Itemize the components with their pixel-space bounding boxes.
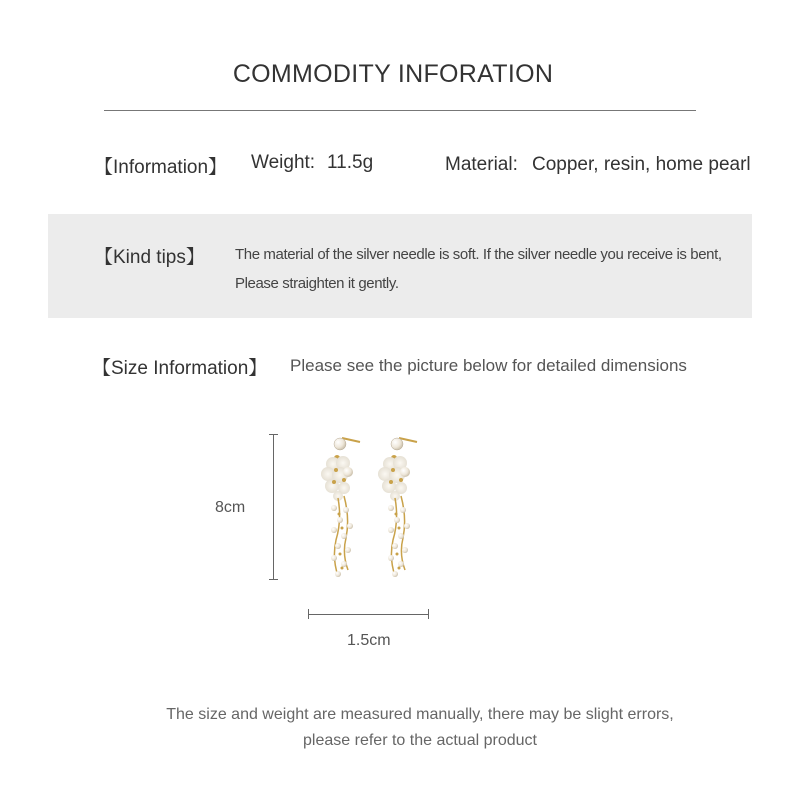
height-dimension-label: 8cm <box>215 499 246 516</box>
height-dimension-cap-top <box>269 434 278 435</box>
width-dimension-cap-left <box>308 609 309 619</box>
footer-note-line-2: please refer to the actual product <box>303 732 537 749</box>
size-description: Please see the picture below for detailed dimensions <box>290 356 687 375</box>
height-dimension-cap-bottom <box>269 579 278 580</box>
information-label: 【Information】 <box>94 157 228 178</box>
weight-label: Weight: <box>251 152 316 173</box>
weight-value: 11.5g <box>327 152 374 173</box>
size-information-label: 【Size Information】 <box>92 358 268 379</box>
material-value: Copper, resin, home pearl <box>532 154 751 175</box>
width-dimension-line <box>308 614 429 615</box>
kind-tips-label: 【Kind tips】 <box>94 247 205 268</box>
footer-note-line-1: The size and weight are measured manually, there may be slight errors, <box>166 706 674 723</box>
title-divider <box>104 110 696 111</box>
earrings-image <box>320 430 430 585</box>
width-dimension-label: 1.5cm <box>347 632 391 649</box>
material-label: Material: <box>445 154 518 175</box>
height-dimension-line <box>273 434 274 580</box>
kind-tips-line-2: Please straighten it gently. <box>235 275 399 292</box>
kind-tips-line-1: The material of the silver needle is soft. If the silver needle you receive is bent, <box>235 246 722 263</box>
page-title: COMMODITY INFORATION <box>232 60 554 88</box>
width-dimension-cap-right <box>428 609 429 619</box>
